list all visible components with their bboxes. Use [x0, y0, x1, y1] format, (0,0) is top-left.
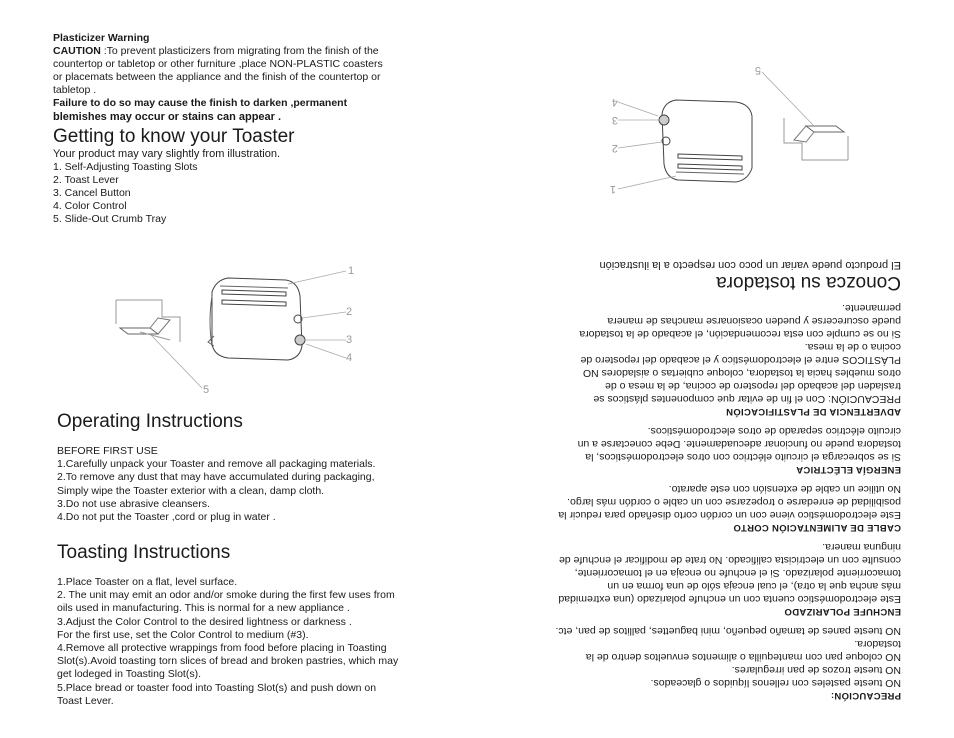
- precaucion-line: NO tueste trozos de pan irregulares.: [731, 664, 901, 676]
- toasting-line: 1.Place Toaster on a flat, level surface.: [57, 576, 238, 588]
- operating-line: 1.Carefully unpack your Toaster and remove all packaging materials.: [57, 458, 376, 471]
- spanish-page-upside-down: [477, 0, 954, 738]
- toasting-line: 5.Place bread or toaster food into Toasting Slot(s) and push down on: [57, 681, 377, 694]
- caution-text-2: or placemats between the appliance and the finish of the countertop or: [53, 71, 381, 83]
- callout-1-es: 1: [609, 183, 616, 195]
- advertencia-line: cocina o de la mesa.: [804, 341, 901, 353]
- enchufe-heading: ENCHUFE POLARIZADO: [784, 606, 901, 617]
- toasting-line: 3.Adjust the Color Control to the desired lightness or darkness .: [57, 615, 352, 628]
- operating-section: [57, 411, 375, 524]
- callout-4-es: 4: [611, 96, 618, 108]
- cable-line: No utilice un cable de extensión con este aparato.: [668, 483, 901, 495]
- toasting-line: get lodeged in Toasting Slot(s).: [57, 668, 201, 681]
- precaucion-line: NO tueste pasteles con rellenos líquidos o glaceados.: [650, 677, 901, 689]
- energia-line: circuito eléctrico separado de otros electrodomésticos.: [647, 425, 901, 437]
- conozca-subtitle: El producto puede variar un poco con respecto a la ilustración: [599, 259, 901, 271]
- toasting-line: 2. The unit may emit an odor and/or smoke during the first few uses from: [57, 589, 395, 602]
- failure-text-0: Failure to do so may cause the finish to darken ,permanent: [53, 97, 348, 109]
- callout-2: 2: [346, 306, 353, 318]
- cable-line: posibilidad de enredarse o tropezarse con un cable o cordón más largo.: [567, 496, 901, 508]
- energia-line: tostadora puede no funcionar adecuadamente. Debe conectarse a un: [577, 438, 901, 450]
- callout-1: 1: [348, 265, 355, 277]
- enchufe-line: más ancha que la otra), el cual encaja sólo de una forma en un: [607, 580, 901, 592]
- caution-text-1: countertop or tabletop or other furniture ,place NON-PLASTIC coasters: [53, 58, 383, 70]
- operating-line: 2.To remove any dust that may have accumulated during packaging,: [57, 471, 375, 484]
- enchufe-line: tomacorriente polarizado. Si el enchufe no encaja en el tomacorriente,: [574, 567, 901, 579]
- section-title-conozca: Conozca su tostadora: [716, 272, 901, 293]
- parts-item: 4. Color Control: [53, 200, 127, 212]
- parts-item: 5. Slide-Out Crumb Tray: [53, 213, 167, 225]
- cable-heading: CABLE DE ALIMENTACIÓN CORTO: [733, 522, 901, 533]
- precaucion-line: tostadora.: [854, 638, 901, 650]
- toasting-line: 4.Remove all protective wrappings from food before placing in Toasting: [57, 642, 387, 655]
- caution-line-0: [53, 45, 433, 58]
- advertencia-line: PRECAUCIÓN: Con el fin de evitar que componentes plásticos se: [593, 393, 901, 405]
- crumb-tray-inset: [116, 300, 180, 342]
- caution-label: CAUTION: [53, 45, 101, 57]
- precaucion-line: NO coloque pan con mantequilla o alimentos envueltos dentro de la: [585, 651, 901, 663]
- parts-item: 1. Self-Adjusting Toasting Slots: [53, 161, 198, 173]
- energia-heading: ENERGÍA ELÉCTRICA: [795, 464, 901, 475]
- parts-item: 2. Toast Lever: [53, 174, 119, 186]
- toasting-line: Slot(s).Avoid toasting torn slices of bread and broken pastries, which may: [57, 655, 399, 668]
- color-control-knob: [295, 335, 305, 345]
- advertencia-line: PLÁSTICOS entre el electrodoméstico y el acabado del repostero de: [580, 354, 901, 366]
- callout-4: 4: [346, 352, 353, 364]
- precaucion-line: NO tueste panes de tamaño pequeño, mini baguettes, pallitos de pan, etc.: [555, 625, 901, 637]
- advertencia-line: permanente.: [842, 302, 901, 314]
- toasting-line: For the first use, set the Color Control to medium (#3).: [57, 628, 309, 641]
- failure-text-1: blemishes may occur or stains can appear .: [53, 111, 282, 123]
- toaster-illustration-es: [594, 58, 854, 198]
- energia-line: Si se sobrecarga el circuito eléctrico con otros electrodomésticos, la: [585, 451, 901, 463]
- enchufe-line: ninguna manera.: [822, 541, 901, 553]
- enchufe-line: consulte con un electricista calificado. No trate de modificar el enchufe de: [558, 554, 901, 566]
- advertencia-line: Si no se cumple con esta recomendación, el acabado de la tostadora: [579, 328, 901, 340]
- callout-2-es: 2: [611, 142, 618, 154]
- callout-3-es: 3: [611, 114, 618, 126]
- parts-item: 3. Cancel Button: [53, 187, 131, 199]
- operating-line: Simply wipe the Toaster exterior with a clean, damp cloth.: [57, 484, 325, 497]
- section-title-operating: Operating Instructions: [57, 411, 243, 432]
- callout-3: 3: [346, 334, 353, 346]
- plasticizer-title: Plasticizer Warning: [53, 32, 150, 44]
- callout-5: 5: [203, 384, 210, 396]
- precaucion-heading: PRECAUCIÓN:: [830, 690, 901, 701]
- toasting-line: oils used in manufacturing. This is normal for a new appliance .: [57, 602, 350, 615]
- caution-text-0: :To prevent plasticizers from migrating from the finish of the: [100, 45, 379, 57]
- operating-line: 4.Do not put the Toaster ,cord or plug in water .: [57, 511, 276, 524]
- toaster-illustration: [110, 262, 360, 402]
- advertencia-line: puede oscurecerse y pueden ocasionarse manchas de manera: [607, 315, 901, 327]
- operating-line: BEFORE FIRST USE: [57, 445, 158, 457]
- advertencia-line: otros muebles hacia la tostadora, coloque cubiertas o aisladores NO: [582, 367, 901, 379]
- cable-line: Este electrodoméstico viene con un cordón corto diseñado para reducir la: [558, 509, 901, 521]
- toasting-line: Toast Lever.: [57, 694, 114, 707]
- section-title-toasting: Toasting Instructions: [57, 542, 231, 563]
- plasticizer-warning: [53, 32, 433, 124]
- getting-to-know-section: [53, 126, 295, 226]
- caution-text-3: tabletop .: [53, 84, 97, 96]
- spanish-text-block: [521, 258, 901, 702]
- know-subtitle: Your product may vary slightly from illustration.: [53, 148, 281, 160]
- enchufe-line: Este electrodoméstico cuenta con un enchufe polarizado (una extremidad: [558, 593, 901, 605]
- advertencia-line: trasladen del acabado del repostero de cocina, de la mesa o de: [605, 380, 901, 392]
- section-title-know: Getting to know your Toaster: [53, 126, 295, 147]
- toasting-section: [57, 542, 398, 708]
- operating-line: 3.Do not use abrasive cleansers.: [57, 497, 210, 510]
- callout-5-es: 5: [754, 64, 761, 76]
- advertencia-heading: ADVERTENCIA DE PLASTIFICACIÓN: [725, 406, 901, 417]
